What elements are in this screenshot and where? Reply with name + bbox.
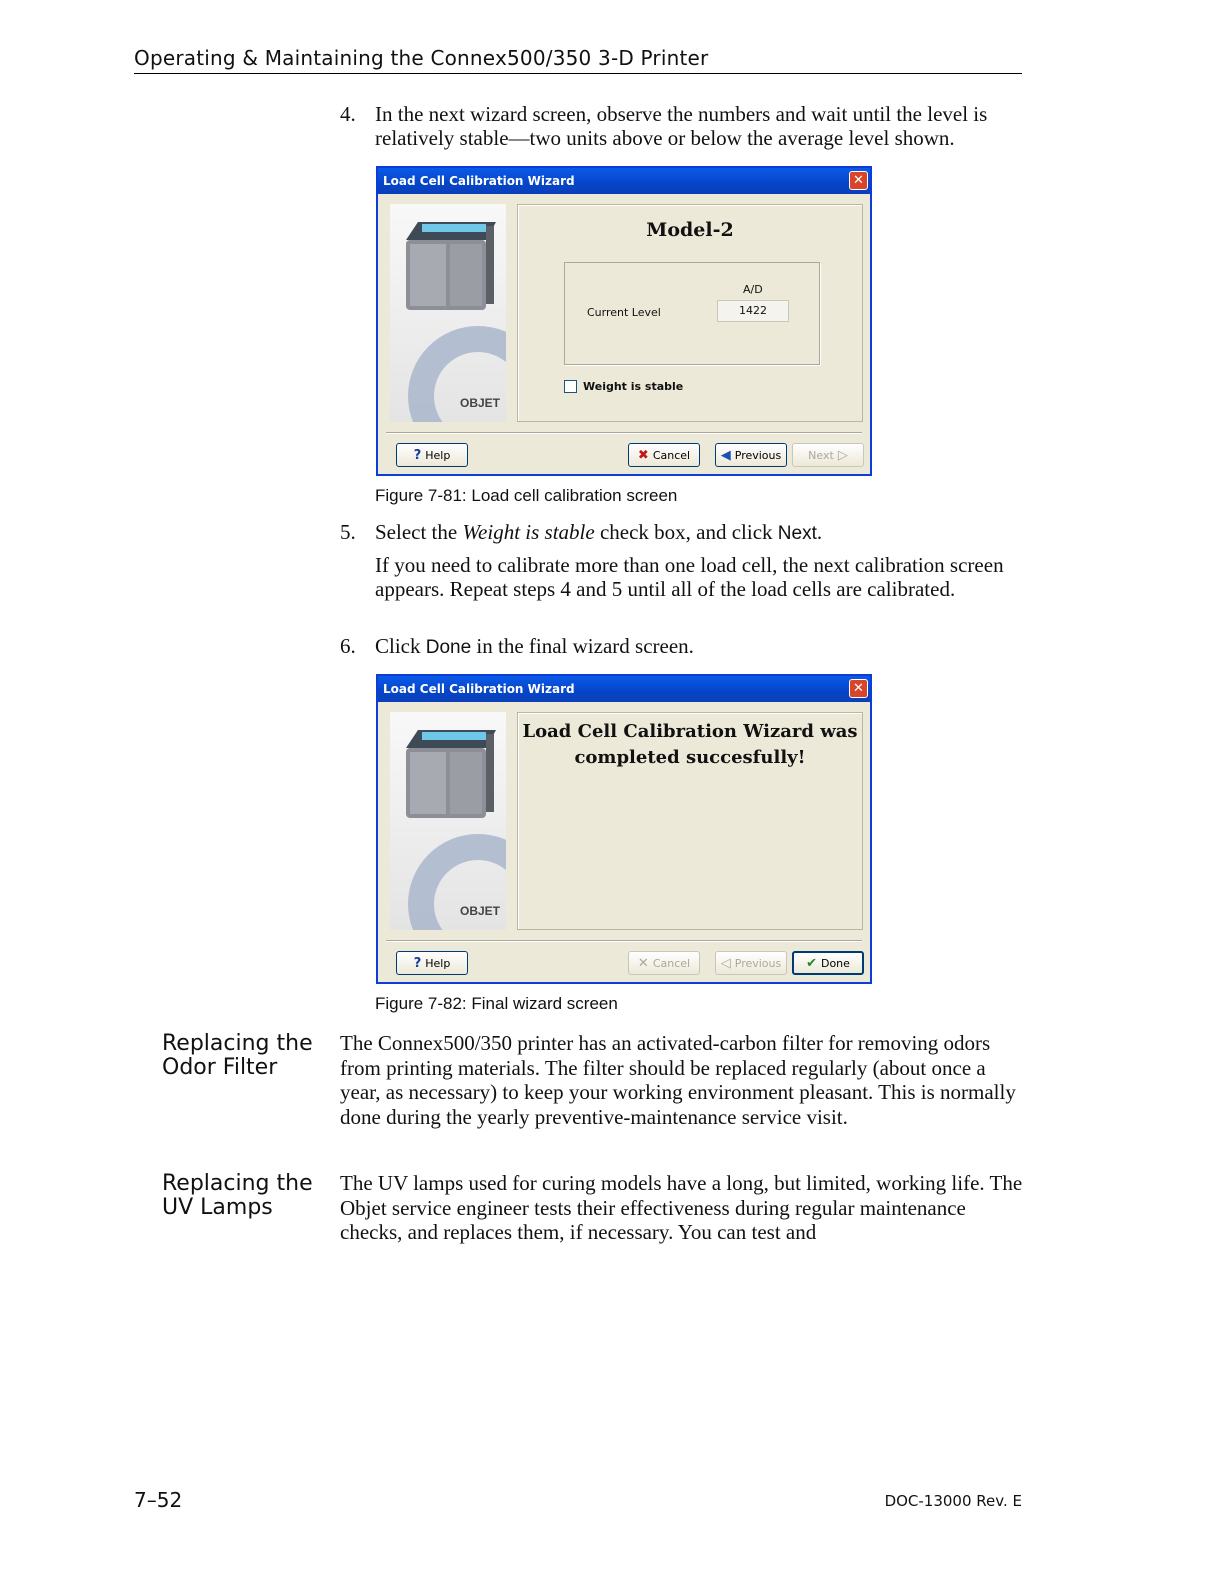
model-heading: Model-2 bbox=[646, 219, 734, 241]
printer-icon bbox=[400, 216, 496, 316]
cancel-button[interactable] bbox=[628, 443, 700, 467]
cancel-label: Cancel bbox=[652, 956, 691, 970]
previous-button[interactable] bbox=[715, 951, 787, 975]
dialog-title: Load Cell Calibration Wizard bbox=[383, 682, 575, 696]
step-text: In the next wizard screen, observe the numbers and wait until the level is relatively stable—two units above or below the average level shown. bbox=[375, 102, 988, 150]
running-header: Operating & Maintaining the Connex500/350 3-D Printer bbox=[134, 46, 1022, 74]
section-heading-uv-lamps bbox=[162, 1172, 313, 1220]
heading-line: Odor Filter bbox=[162, 1055, 278, 1080]
figure-caption-82: Figure 7-82: Final wizard screen bbox=[375, 994, 618, 1013]
ui-term: Next bbox=[777, 523, 817, 544]
close-icon[interactable]: ✕ bbox=[849, 679, 868, 698]
checkbox-label: Weight is stable bbox=[583, 380, 684, 393]
next-label: Next bbox=[808, 448, 834, 462]
current-level-label: Current Level bbox=[587, 306, 661, 319]
checkmark-icon: ✔ bbox=[806, 955, 817, 971]
text-run: . bbox=[816, 520, 823, 544]
step-text bbox=[375, 634, 1030, 660]
wizard-content bbox=[517, 712, 863, 930]
figure-caption-81: Figure 7-81: Load cell calibration screen bbox=[375, 486, 678, 505]
printer-icon bbox=[400, 724, 496, 824]
previous-label: Previous bbox=[734, 956, 782, 970]
current-level-value: 1422 bbox=[717, 300, 789, 322]
wizard-content bbox=[517, 204, 863, 422]
dialog-titlebar bbox=[378, 676, 870, 702]
completion-message bbox=[518, 719, 862, 771]
dialog-titlebar bbox=[378, 168, 870, 194]
previous-arrow-icon: ◀ bbox=[720, 447, 731, 463]
wizard-side-image bbox=[390, 204, 506, 422]
previous-label: Previous bbox=[734, 448, 782, 462]
level-groupbox bbox=[564, 262, 820, 365]
text-run: Click bbox=[375, 634, 426, 658]
step-number: 6. bbox=[340, 634, 356, 658]
heading-line: UV Lamps bbox=[162, 1195, 273, 1220]
button-separator bbox=[386, 940, 862, 942]
objet-logo: OBJET bbox=[460, 904, 501, 918]
page-number: 7–52 bbox=[134, 1488, 183, 1512]
done-label: Done bbox=[820, 956, 850, 970]
section-heading-odor-filter bbox=[162, 1032, 313, 1080]
button-separator bbox=[386, 432, 862, 434]
weight-stable-checkbox[interactable] bbox=[564, 380, 683, 393]
heading-line: Replacing the bbox=[162, 1171, 313, 1196]
wizard-side-image bbox=[390, 712, 506, 930]
document-id: DOC-13000 Rev. E bbox=[884, 1492, 1022, 1510]
objet-logo: OBJET bbox=[460, 396, 501, 410]
cancel-button[interactable] bbox=[628, 951, 700, 975]
cancel-x-icon: ✕ bbox=[637, 955, 649, 971]
message-line: Load Cell Calibration Wizard was bbox=[522, 721, 858, 742]
question-icon: ? bbox=[413, 955, 422, 971]
step-text bbox=[375, 520, 1030, 546]
cancel-label: Cancel bbox=[652, 448, 691, 462]
next-button[interactable] bbox=[792, 443, 864, 467]
help-button[interactable] bbox=[396, 951, 468, 975]
odor-filter-paragraph: The Connex500/350 printer has an activated-carbon filter for removing odors from printing materials. The filter should be replaced regularly (about once a year, as necessary) to keep your working environment pleasant. This is normally done during the yearly preventive-maintenance service visit. bbox=[340, 1031, 1016, 1129]
previous-button[interactable] bbox=[715, 443, 787, 467]
step-5-note: If you need to calibrate more than one load cell, the next calibration screen appears. Repeat steps 4 and 5 until all of the load cells are calibrated. bbox=[375, 553, 1004, 601]
italic-term: Weight is stable bbox=[462, 520, 595, 544]
heading-line: Replacing the bbox=[162, 1031, 313, 1056]
help-button[interactable] bbox=[396, 443, 468, 467]
done-button[interactable] bbox=[792, 951, 864, 975]
message-line: completed succesfully! bbox=[574, 747, 806, 768]
next-arrow-icon: ▷ bbox=[837, 447, 848, 463]
completion-dialog bbox=[376, 674, 872, 984]
help-label: Help bbox=[425, 956, 451, 970]
text-run: in the final wizard screen. bbox=[471, 634, 694, 658]
step-number: 5. bbox=[340, 520, 356, 544]
help-label: Help bbox=[425, 448, 451, 462]
checkbox-box[interactable] bbox=[564, 380, 577, 393]
uv-lamps-paragraph: The UV lamps used for curing models have a long, but limited, working life. The Objet service engineer tests their effectiveness during regular maintenance checks, and replaces them, if necessary. You can test and bbox=[340, 1171, 1023, 1244]
dialog-title: Load Cell Calibration Wizard bbox=[383, 174, 575, 188]
text-run: check box, and click bbox=[594, 520, 778, 544]
step-number: 4. bbox=[340, 102, 356, 126]
previous-arrow-icon: ◁ bbox=[720, 955, 731, 971]
text-run: Select the bbox=[375, 520, 463, 544]
question-icon: ? bbox=[413, 447, 422, 463]
cancel-x-icon: ✖ bbox=[637, 447, 649, 463]
close-icon[interactable]: ✕ bbox=[849, 171, 868, 190]
calibration-dialog bbox=[376, 166, 872, 476]
ui-term: Done bbox=[425, 637, 472, 658]
ad-column-header: A/D bbox=[743, 283, 763, 296]
